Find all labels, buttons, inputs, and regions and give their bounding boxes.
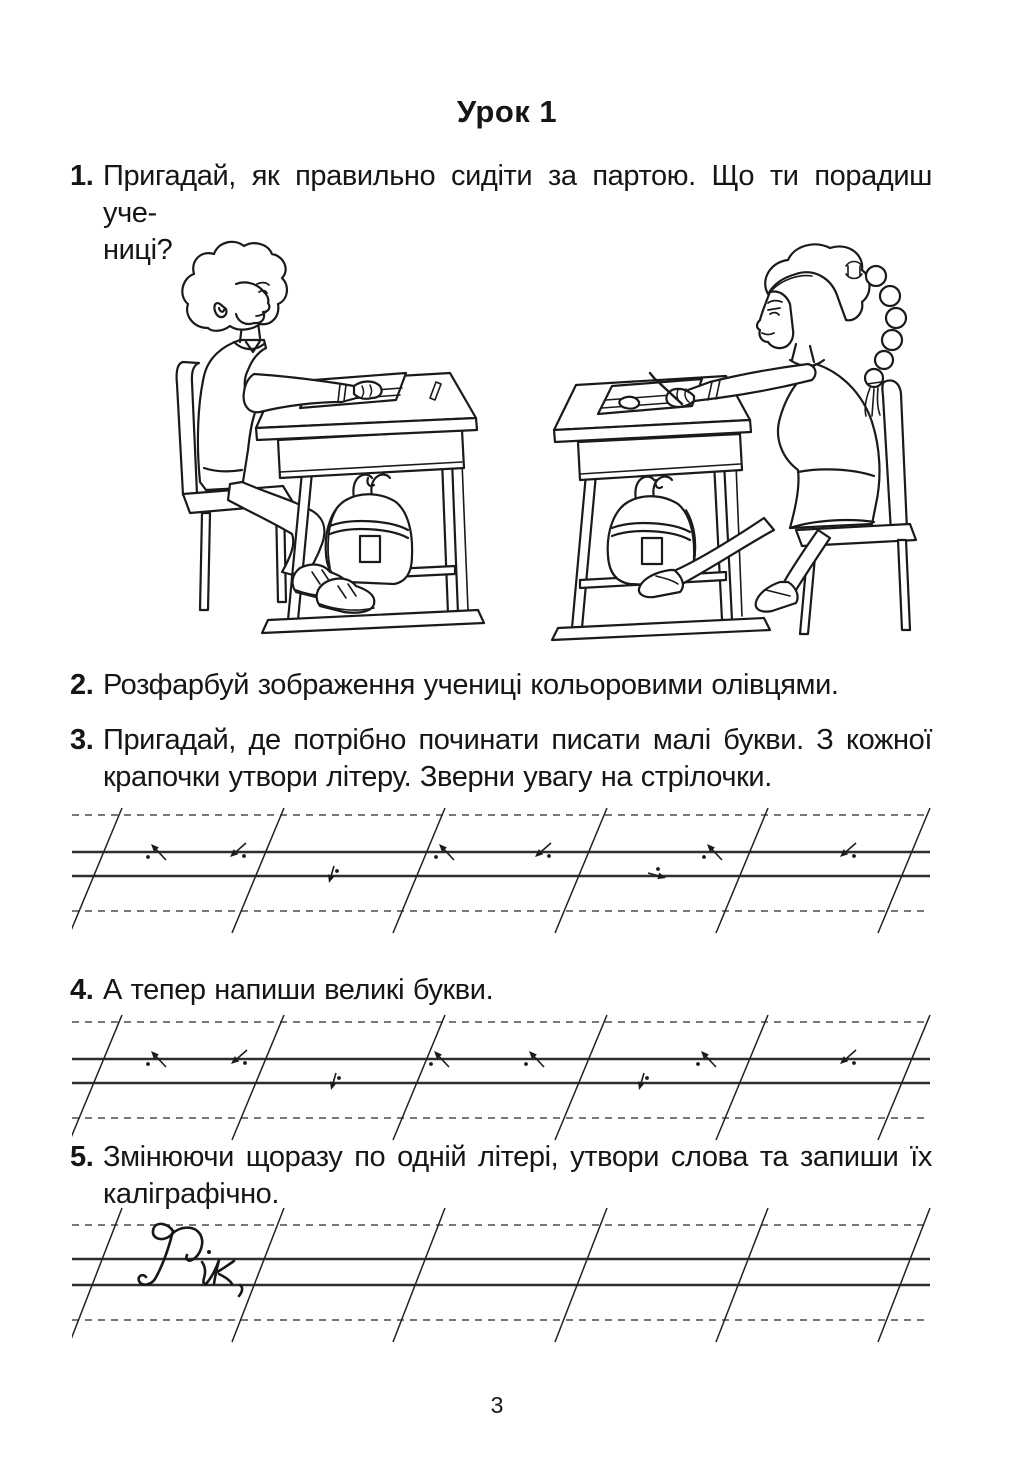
slant-guide-line — [555, 1015, 607, 1140]
task-line: А тепер напиши великі букви. — [103, 974, 494, 1006]
start-dot — [429, 1062, 433, 1066]
girl-braid — [882, 330, 902, 350]
slant-guide-line — [72, 1208, 122, 1342]
task-4 — [70, 972, 932, 1009]
task-text — [103, 722, 932, 796]
start-dot — [852, 854, 856, 858]
girl-shoe — [756, 582, 798, 612]
backpack-buckle — [642, 538, 662, 564]
boy-hair — [182, 242, 287, 331]
start-dot — [243, 1061, 247, 1065]
task-number: 5. — [70, 1141, 94, 1173]
slant-guide-line — [716, 1208, 768, 1342]
girl-hand — [666, 389, 694, 407]
start-dot — [656, 867, 660, 871]
boy-hand — [354, 382, 382, 399]
task-number: 4. — [70, 974, 94, 1006]
start-dot — [146, 855, 150, 859]
girl-braid — [880, 286, 900, 306]
task-2 — [70, 667, 932, 704]
boy-torso — [198, 340, 266, 490]
task-line: Пригадай, як правильно сидіти за партою. Що ти порадиш уче- — [103, 160, 932, 229]
stroke-start-arrow — [705, 1055, 716, 1067]
page-number: 3 — [490, 1392, 504, 1418]
slant-guide-line — [716, 808, 768, 933]
boy-chair-back — [177, 362, 199, 495]
start-dot — [547, 854, 551, 858]
stroke-start-arrow — [155, 848, 166, 860]
stroke-start-arrow — [443, 848, 454, 860]
girl-neck — [792, 344, 814, 362]
girl-chair-back — [882, 381, 907, 533]
task-number: 1. — [70, 160, 94, 192]
stroke-start-arrow — [711, 848, 722, 860]
start-dot — [146, 1062, 150, 1066]
slant-guide-line — [72, 808, 122, 933]
slant-guide-line — [232, 1208, 284, 1342]
pupil-boy-drawing — [177, 242, 484, 633]
start-dot — [242, 854, 246, 858]
slant-guide-line — [878, 1208, 930, 1342]
task-text — [103, 667, 932, 704]
cursive-stroke — [202, 1262, 206, 1284]
task-line: Розфарбуй зображення учениці кольоровими олівцями. — [103, 669, 839, 701]
girl-braid — [875, 351, 893, 369]
cursive-stroke — [217, 1261, 234, 1284]
slant-guide-line — [72, 1015, 122, 1140]
task-number: 3. — [70, 724, 94, 756]
task-text — [103, 1139, 932, 1213]
backpack-buckle — [360, 536, 380, 562]
desk-leg — [442, 460, 458, 614]
cursive-stroke — [239, 1285, 242, 1296]
writing-lines-words[interactable] — [72, 1205, 962, 1345]
task-line: Змінюючи щоразу по одній літері, утвори слова та запиши їх — [103, 1141, 932, 1173]
task-5 — [70, 1139, 932, 1213]
slant-guide-line — [232, 808, 284, 933]
task-3 — [70, 722, 932, 796]
task-text — [103, 972, 932, 1009]
task-number: 2. — [70, 669, 94, 701]
start-dot — [337, 1076, 341, 1080]
desk-base — [552, 618, 770, 640]
stroke-start-arrow — [438, 1055, 449, 1067]
boy-chair-leg — [200, 513, 210, 610]
page-title: Урок 1 — [456, 94, 558, 129]
girl-left-hand — [619, 397, 639, 409]
stroke-start-arrow — [155, 1055, 166, 1067]
slant-guide-line — [878, 1015, 930, 1140]
start-dot — [524, 1062, 528, 1066]
girl-chair-leg — [898, 540, 910, 630]
cursive-i-dot — [207, 1250, 211, 1254]
girl-braid — [866, 266, 886, 286]
slant-guide-line — [232, 1015, 284, 1140]
girl-torso — [778, 364, 879, 528]
slant-guide-line — [555, 1208, 607, 1342]
girl-braid — [886, 308, 906, 328]
sitting-posture-illustration — [150, 232, 940, 652]
boy-backpack — [326, 475, 412, 584]
task-line: Пригадай, де потрібно починати писати малі букви. З кожної — [103, 724, 932, 756]
writing-lines-small-letters[interactable] — [72, 800, 962, 935]
desk-leg-line — [462, 462, 468, 610]
writing-lines-capital-letters[interactable] — [72, 1007, 962, 1142]
slant-guide-line — [555, 808, 607, 933]
slant-guide-line — [393, 1015, 445, 1140]
start-dot — [645, 1076, 649, 1080]
task-line: каліграфічно. — [103, 1178, 280, 1210]
slant-guide-line — [878, 808, 930, 933]
cursive-stroke — [153, 1224, 202, 1261]
start-dot — [696, 1062, 700, 1066]
slant-guide-line — [393, 1208, 445, 1342]
start-dot — [434, 855, 438, 859]
stroke-start-arrow — [533, 1055, 544, 1067]
desk-leg — [572, 474, 596, 628]
slant-guide-line — [716, 1015, 768, 1140]
pupil-girl-drawing — [552, 244, 916, 640]
start-dot — [852, 1061, 856, 1065]
slant-guide-line — [393, 808, 445, 933]
start-dot — [702, 855, 706, 859]
start-dot — [335, 869, 339, 873]
task-line: крапочки утвори літеру. Зверни увагу на стрілочки. — [103, 761, 772, 793]
task-line: ниці? — [103, 234, 173, 266]
